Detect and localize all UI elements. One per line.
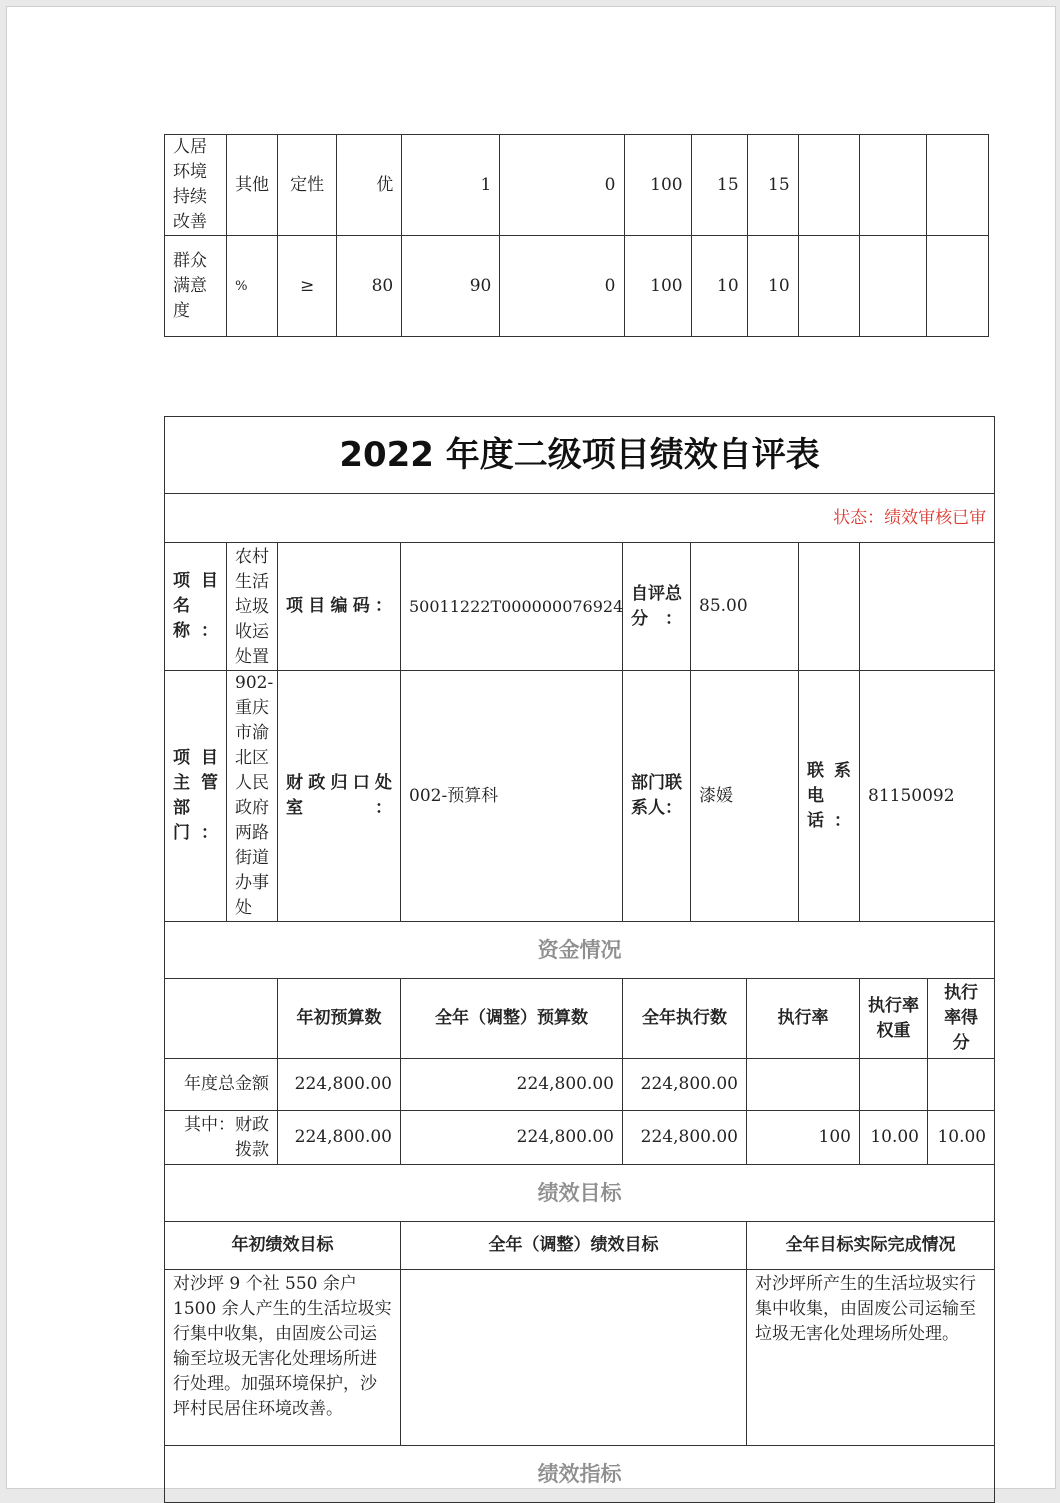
indicator-type: ≥ bbox=[278, 236, 337, 337]
title-row bbox=[165, 417, 995, 494]
status-text: 状态：绩效审核已审 bbox=[165, 494, 995, 543]
empty-cell bbox=[799, 543, 860, 671]
indicator-score: 15 bbox=[747, 135, 798, 236]
indicator-plan: 90 bbox=[402, 236, 500, 337]
dept: 902-重庆市渝北区人民政府两路街道办事处 bbox=[227, 671, 278, 922]
funds-adjusted: 224,800.00 bbox=[401, 1059, 623, 1111]
indicator-type: 定性 bbox=[278, 135, 337, 236]
funds-header: 年初预算数 bbox=[278, 979, 401, 1059]
goals-header: 全年（调整）绩效目标 bbox=[401, 1222, 747, 1270]
goals-header: 年初绩效目标 bbox=[165, 1222, 401, 1270]
dept-label: 项目主管部门： bbox=[165, 671, 227, 922]
funds-score: 10.00 bbox=[928, 1111, 995, 1165]
project-code-label: 项目编码： bbox=[278, 543, 401, 671]
form-title: 2022 年度二级项目绩效自评表 bbox=[165, 417, 995, 494]
indicator-actual: 0 bbox=[500, 236, 624, 337]
indicator-unit: 其他 bbox=[227, 135, 278, 236]
funds-initial: 224,800.00 bbox=[278, 1111, 401, 1165]
goals-section-title: 绩效目标 bbox=[165, 1165, 995, 1222]
indicator-weight: 10 bbox=[691, 236, 747, 337]
contact: 漆媛 bbox=[691, 671, 799, 922]
indicator-plan: 1 bbox=[402, 135, 500, 236]
goals-header-row bbox=[165, 1222, 995, 1270]
funds-header: 全年（调整）预算数 bbox=[401, 979, 623, 1059]
project-name: 农村生活垃圾收运处置 bbox=[227, 543, 278, 671]
funds-adjusted: 224,800.00 bbox=[401, 1111, 623, 1165]
funds-executed: 224,800.00 bbox=[623, 1059, 747, 1111]
empty-cell bbox=[926, 135, 988, 236]
indicator-unit: % bbox=[227, 236, 278, 337]
indicator-target: 80 bbox=[337, 236, 402, 337]
project-name-label: 项目名称： bbox=[165, 543, 227, 671]
finance-office: 002-预算科 bbox=[401, 671, 623, 922]
empty-cell bbox=[165, 979, 278, 1059]
department-info-row bbox=[165, 671, 995, 922]
funds-header-row bbox=[165, 979, 995, 1059]
adjusted-goal-text bbox=[401, 1270, 747, 1446]
empty-cell bbox=[859, 236, 926, 337]
phone: 81150092 bbox=[860, 671, 995, 922]
empty-cell bbox=[798, 135, 859, 236]
self-score-label: 自评总分： bbox=[623, 543, 691, 671]
indicators-section-row bbox=[165, 1446, 995, 1503]
funds-initial: 224,800.00 bbox=[278, 1059, 401, 1111]
empty-cell bbox=[798, 236, 859, 337]
indicator-target: 优 bbox=[337, 135, 402, 236]
status-row bbox=[165, 494, 995, 543]
actual-completion-text: 对沙坪所产生的生活垃圾实行集中收集，由固废公司运输至垃圾无害化处理场所处理。 bbox=[747, 1270, 995, 1446]
indicator-rate: 100 bbox=[624, 236, 691, 337]
funds-executed: 224,800.00 bbox=[623, 1111, 747, 1165]
self-score: 85.00 bbox=[691, 543, 799, 671]
indicators-section-title: 绩效指标 bbox=[165, 1446, 995, 1503]
indicator-table-continued bbox=[164, 134, 989, 337]
goals-content-row bbox=[165, 1270, 995, 1446]
initial-goal-text: 对沙坪 9 个社 550 余户 1500 余人产生的生活垃圾实行集中收集，由固废公司运输至垃圾无害化处理场所进行处理。加强环境保护，沙坪村民居住环境改善。 bbox=[165, 1270, 401, 1446]
empty-cell bbox=[859, 135, 926, 236]
funds-row bbox=[165, 1111, 995, 1165]
table-row bbox=[165, 236, 989, 337]
funds-row bbox=[165, 1059, 995, 1111]
funds-header: 执行率 bbox=[747, 979, 860, 1059]
funds-row-label: 其中：财政拨款 bbox=[165, 1111, 278, 1165]
goals-header: 全年目标实际完成情况 bbox=[747, 1222, 995, 1270]
finance-office-label: 财政归口处室： bbox=[278, 671, 401, 922]
empty-cell bbox=[926, 236, 988, 337]
funds-rate: 100 bbox=[747, 1111, 860, 1165]
indicator-rate: 100 bbox=[624, 135, 691, 236]
funds-row-label: 年度总金额 bbox=[165, 1059, 278, 1111]
contact-label: 部门联系人： bbox=[623, 671, 691, 922]
project-code: 50011222T000000076924 bbox=[401, 543, 623, 671]
indicator-score: 10 bbox=[747, 236, 798, 337]
funds-weight: 10.00 bbox=[860, 1111, 928, 1165]
funds-rate bbox=[747, 1059, 860, 1111]
project-info-row bbox=[165, 543, 995, 671]
funds-score bbox=[928, 1059, 995, 1111]
funds-weight bbox=[860, 1059, 928, 1111]
empty-cell bbox=[860, 543, 995, 671]
indicator-name: 人居环境持续改善 bbox=[165, 135, 227, 236]
funds-header: 全年执行数 bbox=[623, 979, 747, 1059]
funds-header: 执行率权重 bbox=[860, 979, 928, 1059]
funds-header: 执行率得分 bbox=[928, 979, 995, 1059]
indicator-actual: 0 bbox=[500, 135, 624, 236]
indicator-name: 群众满意度 bbox=[165, 236, 227, 337]
phone-label: 联系电话： bbox=[799, 671, 860, 922]
self-evaluation-form bbox=[164, 416, 995, 1503]
document-page bbox=[6, 6, 1056, 1489]
goals-section-row bbox=[165, 1165, 995, 1222]
table-row bbox=[165, 135, 989, 236]
funds-section-title: 资金情况 bbox=[165, 922, 995, 979]
funds-section-row bbox=[165, 922, 995, 979]
indicator-weight: 15 bbox=[691, 135, 747, 236]
